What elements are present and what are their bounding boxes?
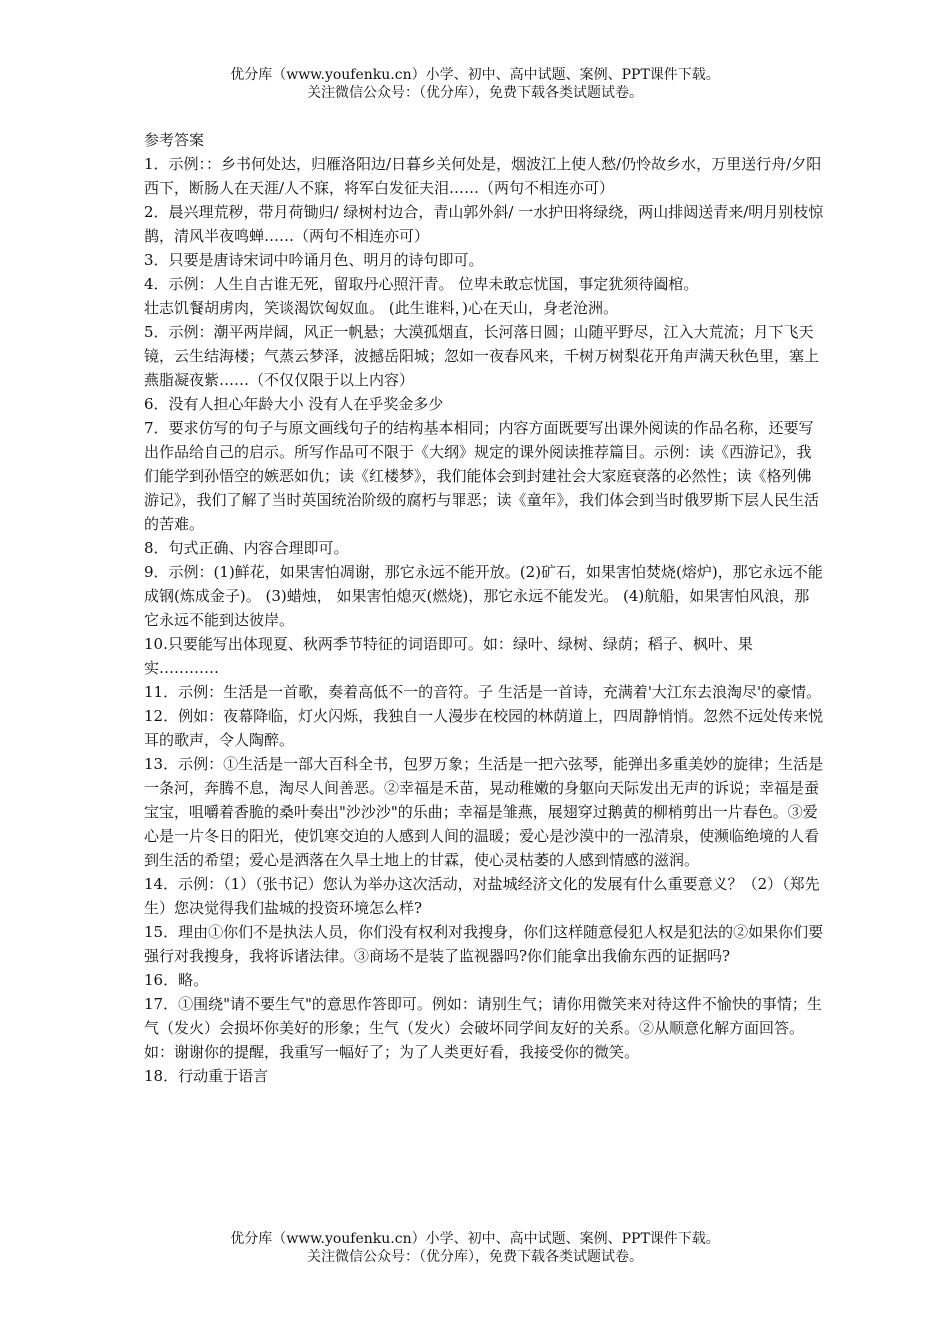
answer-18: 18．行动重于语言 xyxy=(144,1067,269,1085)
footer-line-2: 关注微信公众号：（优分库），免费下载各类试题试卷。 xyxy=(307,1249,643,1265)
answer-3: 3．只要是唐诗宋词中吟诵月色、明月的诗句即可。 xyxy=(144,251,484,269)
answer-11: 11．示例：生活是一首歌，奏着高低不一的音符。子 生活是一首诗，充满着'大江东去浪淘尽'的豪情。 xyxy=(144,683,822,701)
document-title: 参考答案 xyxy=(144,131,205,149)
answer-4: 4．示例：人生自古谁无死，留取丹心照汗青。 位卑未敢忘忧国，事定犹须待阖棺。 xyxy=(144,275,699,293)
answer-17: 17．①围绕"请不要生气"的意思作答即可。例如：请别生气；请你用微笑来对待这件不愉快的事情；生气（发火）会损坏你美好的形象；生气（发火）会破坏同学间友好的关系。②从顺意化解方面回答。如：谢谢你的提醒，我重写一幅好了；为了人类更好看，我接受你的微笑。 xyxy=(144,995,822,1061)
page-header xyxy=(0,66,950,102)
answer-9: 9．示例：(1)鲜花，如果害怕凋谢，那它永远不能开放。(2)矿石，如果害怕焚烧(熔炉)，那它永远不能成钢(炼成金子)。 (3)蜡烛， 如果害怕熄灭(燃烧)，那它永远不能发光。 (4)航船，如果害怕风浪，那它永远不能到达彼岸。 xyxy=(144,563,823,629)
answer-7: 7．要求仿写的句子与原文画线句子的结构基本相同；内容方面既要写出课外阅读的作品名称，还要写出作品给自己的启示。所写作品可不限于《大纲》规定的课外阅读推荐篇目。示例：读《西游记》，我们能学到孙悟空的嫉恶如仇；读《红楼梦》，我们能体会到封建社会大家庭衰落的必然性；读《格列佛游记》，我们了解了当时英国统治阶级的腐朽与罪恶；读《童年》，我们体会到当时俄罗斯下层人民生活的苦难。 xyxy=(144,419,820,533)
header-line-2: 关注微信公众号：（优分库），免费下载各类试题试卷。 xyxy=(307,85,643,101)
answer-15: 15．理由①你们不是执法人员，你们没有权利对我搜身，你们这样随意侵犯人权是犯法的②如果你们要强行对我搜身，我将诉诸法律。③商场不是装了监视器吗?你们能拿出我偷东西的证据吗? xyxy=(144,923,824,965)
page-footer xyxy=(0,1230,950,1266)
answer-6: 6．没有人担心年龄大小 没有人在乎奖金多少 xyxy=(144,395,444,413)
footer-line-1: 优分库（www.youfenku.cn）小学、初中、高中试题、案例、PPT课件下载。 xyxy=(230,1231,720,1247)
answer-10: 10.只要能写出体现夏、秋两季节特征的词语即可。如：绿叶、绿树、绿荫；稻子、枫叶、果实………… xyxy=(144,635,753,677)
answer-14: 14．示例：（1）（张书记）您认为举办这次活动，对盐城经济文化的发展有什么重要意义？（2）（郑先生）您决觉得我们盐城的投资环境怎么样? xyxy=(144,875,820,917)
answer-5: 5．示例：潮平两岸阔，风正一帆悬；大漠孤烟直，长河落日圆；山随平野尽，江入大荒流；月下飞天镜，云生结海楼；气蒸云梦泽，波撼岳阳城；忽如一夜春风来，千树万树梨花开角声满天秋色里，塞上燕脂凝夜紫……（不仅仅限于以上内容） xyxy=(144,323,820,389)
answer-12: 12．例如：夜幕降临，灯火闪烁，我独自一人漫步在校园的林荫道上，四周静悄悄。忽然不远处传来悦耳的歌声，令人陶醉。 xyxy=(144,707,824,749)
answer-8: 8．句式正确、内容合理即可。 xyxy=(144,539,349,557)
answer-1: 1．示例：：乡书何处达，归雁洛阳边/日暮乡关何处是，烟波江上使人愁/仍怜故乡水，万里送行舟/夕阳西下，断肠人在天涯/人不寐，将军白发征夫泪……（两句不相连亦可） xyxy=(144,155,822,197)
answer-4-continued: 壮志饥餐胡虏肉，笑谈渴饮匈奴血。 (此生谁料，)心在天山，身老沧洲。 xyxy=(144,299,618,317)
document-body xyxy=(144,128,824,1088)
answer-16: 16．略。 xyxy=(144,971,209,989)
answer-13: 13．示例：①生活是一部大百科全书，包罗万象；生活是一把六弦琴，能弹出多重美妙的旋律；生活是一条河，奔腾不息，淘尽人间善恶。②幸福是禾苗，晃动稚嫩的身躯向天际发出无声的诉说；幸福是蚕宝宝，咀嚼着香脆的桑叶奏出"沙沙沙"的乐曲；幸福是雏燕，展翅穿过鹅黄的柳梢剪出一片春色。③爱心是一片冬日的阳光，使饥寒交迫的人感到人间的温暖；爱心是沙漠中的一泓清泉，使濒临绝境的人看到生活的希望；爱心是洒落在久旱土地上的甘霖，使心灵枯萎的人感到情感的滋润。 xyxy=(144,755,824,869)
answer-2: 2．晨兴理荒秽，带月荷锄归/ 绿树村边合，青山郭外斜/ 一水护田将绿绕，两山排闼送青来/明月别枝惊鹊，清风半夜鸣蝉……（两句不相连亦可） xyxy=(144,203,824,245)
header-line-1: 优分库（www.youfenku.cn）小学、初中、高中试题、案例、PPT课件下载。 xyxy=(230,67,720,83)
